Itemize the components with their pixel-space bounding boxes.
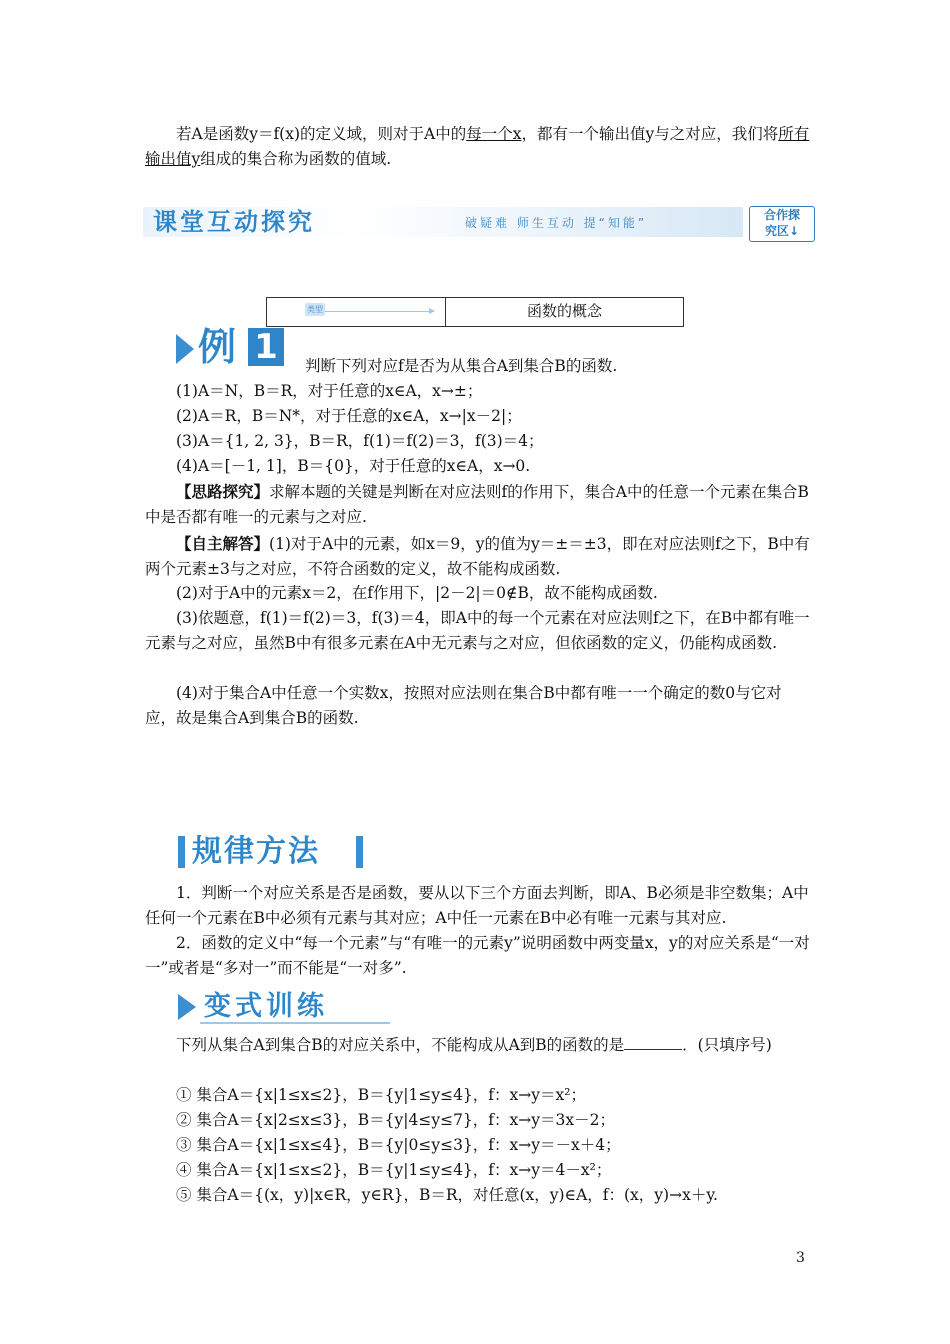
- solution-label: 【自主解答】: [176, 534, 270, 553]
- variant-underline: [200, 1022, 390, 1024]
- rules-bar-left: [178, 836, 185, 868]
- answer-blank[interactable]: [624, 1035, 682, 1050]
- intro-text: 若A是函数y＝f(x)的定义域，则对于A中的: [176, 125, 467, 143]
- solution-paragraph-1: [145, 531, 810, 582]
- intro-underline-all-outputs: 所有输出值y: [145, 125, 810, 168]
- variant-option: ① 集合A＝{x|1≤x≤2}，B＝{y|1≤y≤4}，f：x→y＝x²；: [176, 1086, 586, 1104]
- example-item: (2)A＝R，B＝N*，对于任意的x∈A，x→|x－2|；: [176, 407, 522, 425]
- variant-title: 变式训练: [204, 991, 328, 1022]
- variant-option: ⑤ 集合A＝{(x，y)|x∈R，y∈R}，B＝R，对任意(x，y)∈A，f：(x，y)→x＋y.: [176, 1186, 718, 1204]
- variant-heading: [178, 988, 388, 1026]
- type-header-table: [266, 297, 684, 327]
- type-label-cell: [267, 298, 446, 326]
- banner-tag-line1: 合作探: [763, 208, 800, 222]
- section-banner: [143, 204, 818, 242]
- variant-option: ③ 集合A＝{x|1≤x≤4}，B＝{y|0≤y≤3}，f：x→y＝－x＋4；: [176, 1136, 621, 1154]
- example-question: 判断下列对应f是否为从集合A到集合B的函数.: [305, 357, 618, 375]
- example-label: [176, 324, 290, 370]
- banner-subtitle: 破疑难 师生互动 提“知能”: [465, 216, 648, 230]
- analysis-paragraph: [145, 479, 810, 530]
- analysis-text: 求解本题的关键是判断在对应法则f的作用下，集合A中的任意一个元素在集合B中是否都有唯一的元素与之对应.: [145, 483, 809, 526]
- variant-question-suffix: ．(只填序号): [682, 1036, 772, 1054]
- intro-paragraph: [145, 122, 810, 172]
- variant-option: ② 集合A＝{x|2≤x≤3}，B＝{y|4≤y≤7}，f：x→y＝3x－2；: [176, 1111, 615, 1129]
- type-title: 函数的概念: [526, 302, 602, 320]
- variant-option: ④ 集合A＝{x|1≤x≤2}，B＝{y|1≤y≤4}，f：x→y＝4－x²；: [176, 1161, 612, 1179]
- variant-question: [145, 1033, 810, 1058]
- example-number: 1: [248, 328, 284, 366]
- banner-tag: [749, 206, 815, 242]
- rules-paragraph-1: 1．判断一个对应关系是否是函数，要从以下三个方面去判断，即A、B必须是非空数集；A中任何一个元素在B中必须有元素与其对应；A中任一元素在B中必有唯一元素与其对应.: [145, 884, 809, 927]
- triangle-icon: [176, 334, 194, 364]
- solution-paragraph-3: (3)依题意，f(1)＝f(2)＝3，f(3)＝4，即A中的每一个元素在对应法则f之下，在B中都有唯一元素与之对应，虽然B中有很多元素在A中无元素与之对应，但依函数的定义，仍能构成函数.: [145, 609, 810, 652]
- intro-text: 组成的集合称为函数的值域.: [200, 150, 392, 168]
- example-item: (3)A＝{1, 2, 3}，B＝R，f(1)＝f(2)＝3，f(3)＝4；: [176, 432, 544, 450]
- rules-paragraph-2: 2．函数的定义中“每一个元素”与“有唯一的元素y”说明函数中两变量x，y的对应关系是“一对一”或者是“多对一”而不能是“一对多”.: [145, 934, 810, 977]
- type-badge: 类型: [307, 305, 323, 314]
- triangle-icon: [178, 994, 196, 1020]
- rules-title: 规律方法: [192, 834, 320, 869]
- analysis-label: 【思路探究】: [176, 482, 270, 501]
- example-item: (4)A＝[－1, 1]，B＝{0}，对于任意的x∈A，x→0.: [176, 457, 531, 475]
- intro-underline-every-x: 每一个x: [466, 125, 522, 143]
- example-word: 例: [198, 325, 237, 369]
- intro-text: 们将: [747, 125, 779, 143]
- intro-text: ，都有一个输出值y与之对应，我: [521, 125, 748, 143]
- variant-question-text: 下列从集合A到集合B的对应关系中，不能构成从A到B的函数的是: [176, 1036, 625, 1054]
- rules-bar-right: [356, 836, 363, 868]
- example-item: (1)A＝N，B＝R，对于任意的x∈A，x→±；: [176, 382, 483, 400]
- solution-text: (1)对于A中的元素，如x＝9，y的值为y＝±＝±3，即在对应法则f之下，B中有两个元素±3与之对应，不符合函数的定义，故不能构成函数.: [145, 535, 810, 578]
- solution-paragraph-2: (2)对于A中的元素x＝2，在f作用下，|2－2|＝0∉B，故不能构成函数.: [176, 584, 658, 602]
- page-number: 3: [796, 1250, 805, 1266]
- banner-tag-line2: 究区↓: [764, 224, 800, 238]
- solution-paragraph-4: (4)对于集合A中任意一个实数x，按照对应法则在集合B中都有唯一一个确定的数0与它对应，故是集合A到集合B的函数.: [145, 684, 782, 727]
- banner-title: 课堂互动探究: [153, 208, 315, 236]
